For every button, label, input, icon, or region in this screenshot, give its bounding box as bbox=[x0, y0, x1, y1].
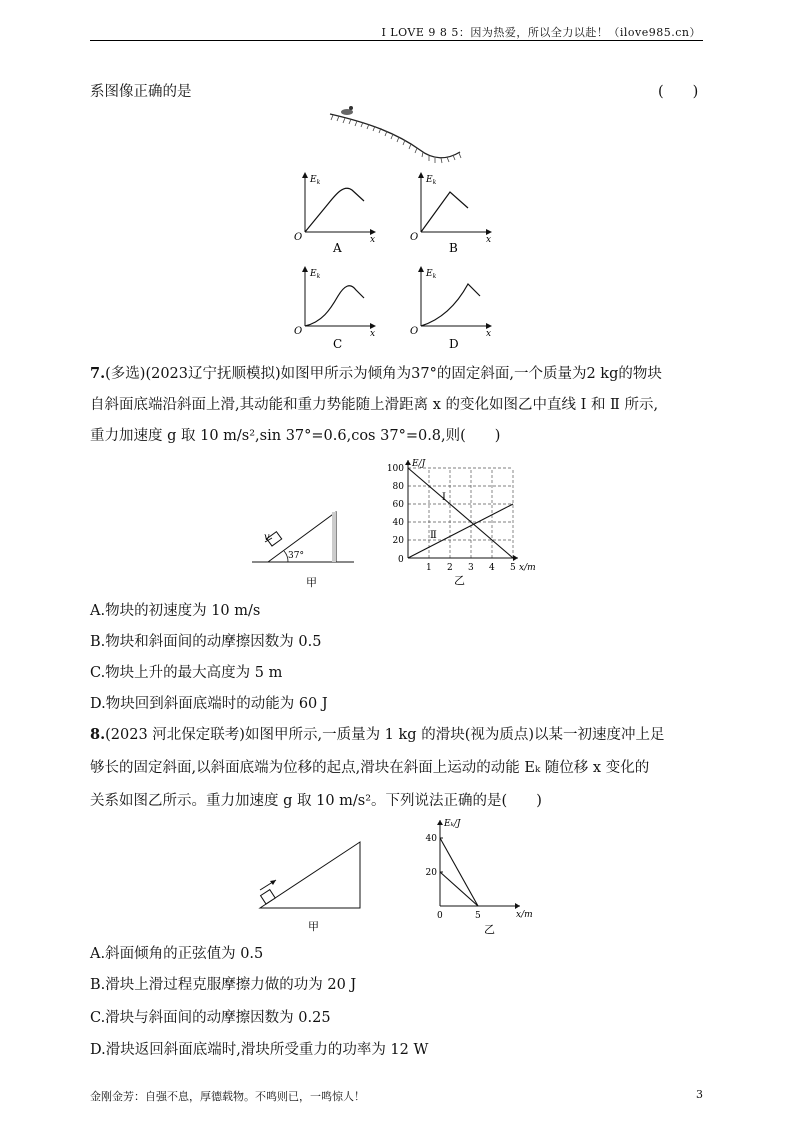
svg-text:O: O bbox=[410, 232, 419, 243]
q7-fig-yi-caption: 乙 bbox=[454, 574, 465, 587]
q7-stem-line3: 重力加速度 g 取 10 m/s²,sin 37°=0.6,cos 37°=0.8,则( ) bbox=[90, 428, 501, 444]
q8-ek-chart bbox=[418, 816, 542, 936]
angle-label: 37° bbox=[288, 551, 304, 561]
b-y-label: $E_k$ bbox=[426, 175, 437, 186]
q7-option-a: A.物块的初速度为 10 m/s bbox=[90, 603, 261, 619]
q7-energy-chart bbox=[378, 456, 548, 590]
c7-y-tick: 20 bbox=[392, 536, 404, 546]
c7-x-tick: 2 bbox=[447, 563, 453, 573]
q7-option-d: D.物块回到斜面底端时的动能为 60 J bbox=[90, 696, 328, 712]
option-d-graph bbox=[410, 267, 491, 350]
svg-text:O: O bbox=[294, 232, 303, 243]
q8-fig-yi-caption: 乙 bbox=[484, 923, 495, 936]
svg-text:x: x bbox=[486, 235, 492, 245]
q7-option-c: C.物块上升的最大高度为 5 m bbox=[90, 665, 283, 681]
c8-series-line-2 bbox=[440, 872, 478, 906]
c7-y-tick: 80 bbox=[392, 482, 404, 492]
option-b-label: B bbox=[449, 241, 458, 255]
option-a-graph bbox=[294, 173, 375, 255]
c8-series-line-1 bbox=[440, 838, 478, 906]
svg-text:x: x bbox=[486, 329, 492, 339]
option-a-label: A bbox=[333, 241, 342, 255]
q8-stem-line2: 够长的固定斜面,以斜面底端为位移的起点,滑块在斜面上运动的动能 Eₖ 随位移 x 变化的 bbox=[90, 760, 650, 776]
q8-incline-figure bbox=[252, 838, 367, 934]
option-c-graph bbox=[294, 267, 375, 350]
footer-motto: 金刚金芳：自强不息，厚德载物。不鸣则已，一鸣惊人！ bbox=[90, 1090, 365, 1103]
c7-y-tick: 40 bbox=[392, 518, 404, 528]
q8-stem-line1: 8.(2023 河北保定联考)如图甲所示,一质量为 1 kg 的滑块(视为质点)以某一初速度冲上足 bbox=[90, 726, 665, 743]
velocity-label: v bbox=[264, 532, 270, 543]
option-c-label: C bbox=[333, 337, 343, 350]
c8-x-tick: 5 bbox=[475, 911, 481, 921]
c7-y-tick: 60 bbox=[392, 500, 404, 510]
c7-x-tick: 1 bbox=[426, 563, 432, 573]
c8-ylabel: Eₖ/J bbox=[444, 819, 461, 829]
c8-xlabel: x/m bbox=[516, 910, 533, 920]
header-divider bbox=[90, 40, 703, 41]
q6-stem-end: 系图像正确的是 bbox=[90, 84, 192, 100]
svg-text:x: x bbox=[370, 235, 376, 245]
svg-text:O: O bbox=[410, 326, 419, 337]
q7-option-b: B.物块和斜面间的动摩擦因数为 0.5 bbox=[90, 634, 322, 650]
q8-fig-jia-caption: 甲 bbox=[308, 920, 319, 933]
ramp-illustration bbox=[325, 106, 465, 168]
c7-y-tick: 100 bbox=[386, 464, 404, 474]
a-y-label: $E_k$ bbox=[310, 175, 321, 186]
q7-stem-line1: 7.(多选)(2023辽宁抚顺模拟)如图甲所示为倾角为37°的固定斜面,一个质量为2 kg的物块 bbox=[90, 365, 662, 382]
page-header: I LOVE 9 8 5：因为热爱，所以全力以赴！（ilove985.cn） bbox=[381, 26, 701, 39]
q8-option-a: A.斜面倾角的正弦值为 0.5 bbox=[90, 946, 264, 962]
q6-answer-bracket: ( ) bbox=[658, 84, 699, 100]
q8-stem-line3: 关系如图乙所示。重力加速度 g 取 10 m/s²。下列说法正确的是( ) bbox=[90, 793, 542, 809]
page-number: 3 bbox=[696, 1088, 703, 1101]
q8-option-d: D.滑块返回斜面底端时,滑块所受重力的功率为 12 W bbox=[90, 1042, 429, 1058]
c8-y-tick: 20 bbox=[425, 868, 437, 878]
q8-option-b: B.滑块上滑过程克服摩擦力做的功为 20 J bbox=[90, 977, 357, 993]
c7-origin: 0 bbox=[398, 555, 404, 565]
q8-option-c: C.滑块与斜面间的动摩擦因数为 0.25 bbox=[90, 1010, 331, 1026]
option-b-graph bbox=[410, 173, 491, 255]
c7-series-line-1 bbox=[408, 468, 513, 558]
c7-xlabel: x/m bbox=[519, 563, 536, 573]
c7-ylabel: E/J bbox=[412, 459, 426, 469]
c7-line-i-label: Ⅰ bbox=[442, 492, 446, 503]
option-d-label: D bbox=[449, 337, 459, 350]
q7-fig-jia-caption: 甲 bbox=[306, 576, 317, 589]
c7-series-line-2 bbox=[408, 504, 513, 558]
svg-text:x: x bbox=[370, 329, 376, 339]
c8-x-tick: 0 bbox=[437, 911, 443, 921]
q7-incline-figure bbox=[248, 500, 358, 592]
c7-x-tick: 5 bbox=[510, 563, 516, 573]
q6-option-graphs bbox=[290, 170, 510, 350]
c-y-label: $E_k$ bbox=[310, 269, 321, 280]
c8-y-tick: 40 bbox=[425, 834, 437, 844]
d-y-label: $E_k$ bbox=[426, 269, 437, 280]
svg-text:O: O bbox=[294, 326, 303, 337]
skater-icon bbox=[341, 106, 353, 115]
c7-x-tick: 4 bbox=[489, 563, 495, 573]
c7-line-ii-label: Ⅱ bbox=[430, 530, 437, 541]
q7-stem-line2: 自斜面底端沿斜面上滑,其动能和重力势能随上滑距离 x 的变化如图乙中直线 Ⅰ 和 Ⅱ 所示, bbox=[90, 397, 659, 413]
c7-x-tick: 3 bbox=[468, 563, 474, 573]
